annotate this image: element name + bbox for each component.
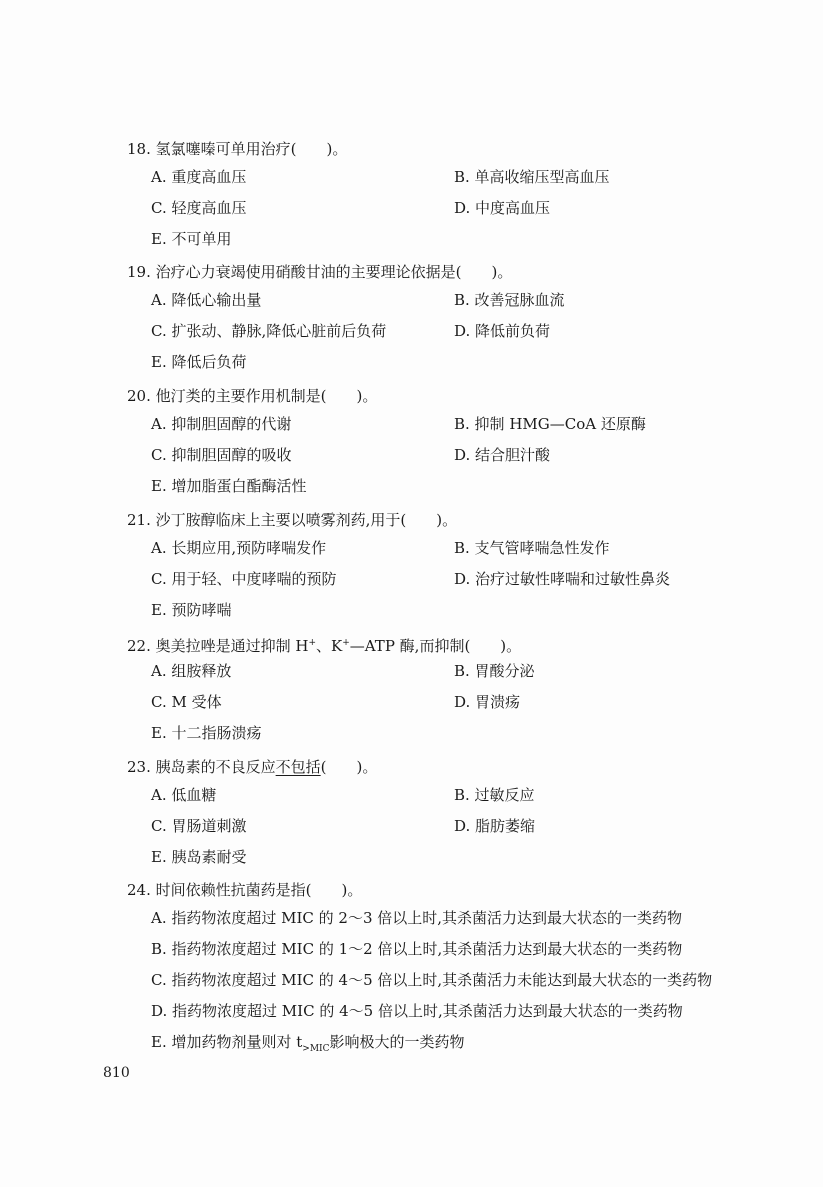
- option-a: A. 指药物浓度超过 MIC 的 2～3 倍以上时,其杀菌活力达到最大状态的一类药物: [151, 909, 683, 927]
- question-stem: 24. 时间依赖性抗菌药是指( )。: [127, 881, 363, 899]
- option-d: D. 胃溃疡: [454, 693, 521, 711]
- option-d: D. 降低前负荷: [454, 322, 551, 340]
- page-number: 810: [103, 1065, 130, 1081]
- option-row: [127, 190, 787, 221]
- question-24: [127, 880, 787, 1055]
- question-18: [127, 139, 787, 252]
- stem-text-post: —ATP 酶,而抑制( )。: [349, 637, 522, 655]
- question-stem: [127, 633, 787, 653]
- option-row: [127, 406, 787, 437]
- option-row: [127, 313, 787, 344]
- option-row: [127, 931, 787, 962]
- option-b: B. 过敏反应: [454, 786, 535, 804]
- option-row: [127, 561, 787, 592]
- superscript-plus: +: [342, 638, 350, 648]
- stem-text-post: ( )。: [320, 758, 378, 776]
- question-19: [127, 262, 787, 375]
- option-a: A. 低血糖: [151, 786, 217, 804]
- option-d: D. 指药物浓度超过 MIC 的 4～5 倍以上时,其杀菌活力达到最大状态的一类药物: [151, 1002, 683, 1020]
- option-c: C. 轻度高血压: [151, 199, 247, 217]
- question-stem: [127, 757, 787, 777]
- option-row: [127, 993, 787, 1024]
- option-row: [127, 221, 787, 252]
- option-e: E. 十二指肠溃疡: [151, 724, 262, 742]
- question-22: [127, 633, 787, 746]
- option-row: [127, 962, 787, 993]
- option-b: B. 胃酸分泌: [454, 662, 535, 680]
- option-row: [127, 530, 787, 561]
- option-d: D. 结合胆汁酸: [454, 446, 551, 464]
- option-a: A. 长期应用,预防哮喘发作: [151, 539, 327, 557]
- option-row: [127, 468, 787, 499]
- option-d: D. 脂肪萎缩: [454, 817, 536, 835]
- option-e-text-pre: E. 增加药物剂量则对 t: [151, 1033, 303, 1051]
- option-row: [127, 839, 787, 870]
- option-a: A. 重度高血压: [151, 168, 247, 186]
- option-row: [127, 715, 787, 746]
- option-c: C. 指药物浓度超过 MIC 的 4～5 倍以上时,其杀菌活力未能达到最大状态的一类药物: [151, 971, 713, 989]
- option-row: [127, 808, 787, 839]
- option-e: E. 增加脂蛋白酯酶活性: [151, 477, 307, 495]
- option-d: D. 中度高血压: [454, 199, 551, 217]
- option-e: E. 胰岛素耐受: [151, 848, 247, 866]
- option-row: [127, 592, 787, 623]
- subscript-mic: >MIC: [302, 1044, 330, 1054]
- stem-text-pre: 23. 胰岛素的不良反应: [127, 758, 276, 776]
- stem-text-pre: 22. 奥美拉唑是通过抑制 H: [127, 637, 309, 655]
- question-23: [127, 757, 787, 870]
- option-c: C. 胃肠道刺激: [151, 817, 247, 835]
- question-stem: 20. 他汀类的主要作用机制是( )。: [127, 387, 378, 405]
- option-e: E. 预防哮喘: [151, 601, 232, 619]
- option-a: A. 降低心输出量: [151, 291, 262, 309]
- option-e: E. 不可单用: [151, 230, 232, 248]
- option-row: [127, 344, 787, 375]
- stem-underlined-text: 不包括: [275, 758, 321, 776]
- option-a: A. 抑制胆固醇的代谢: [151, 415, 292, 433]
- option-row: [127, 900, 787, 931]
- option-c: C. 抑制胆固醇的吸收: [151, 446, 292, 464]
- stem-text-mid: 、K: [316, 637, 343, 655]
- option-e: [151, 1032, 465, 1059]
- option-b: B. 单高收缩压型高血压: [454, 168, 610, 186]
- option-e-text-post: 影响极大的一类药物: [329, 1033, 465, 1051]
- option-b: B. 指药物浓度超过 MIC 的 1～2 倍以上时,其杀菌活力达到最大状态的一类药物: [151, 940, 683, 958]
- option-row: [127, 437, 787, 468]
- option-row: [127, 653, 787, 684]
- superscript-plus: +: [308, 638, 317, 648]
- option-a: A. 组胺释放: [151, 662, 232, 680]
- option-row: [127, 1024, 787, 1055]
- option-row: [127, 777, 787, 808]
- option-row: [127, 282, 787, 313]
- option-b: B. 改善冠脉血流: [454, 291, 565, 309]
- question-stem: 18. 氢氯噻嗪可单用治疗( )。: [127, 140, 348, 158]
- option-row: [127, 684, 787, 715]
- option-b: B. 抑制 HMG—CoA 还原酶: [454, 415, 646, 433]
- option-c: C. 用于轻、中度哮喘的预防: [151, 570, 337, 588]
- question-20: [127, 386, 787, 499]
- question-stem: 19. 治疗心力衰竭使用硝酸甘油的主要理论依据是( )。: [127, 263, 513, 281]
- question-21: [127, 510, 787, 623]
- option-row: [127, 159, 787, 190]
- question-stem: 21. 沙丁胺醇临床上主要以喷雾剂药,用于( )。: [127, 511, 458, 529]
- option-d: D. 治疗过敏性哮喘和过敏性鼻炎: [454, 570, 671, 588]
- option-b: B. 支气管哮喘急性发作: [454, 539, 610, 557]
- option-e: E. 降低后负荷: [151, 353, 247, 371]
- option-c: C. 扩张动、静脉,降低心脏前后负荷: [151, 322, 387, 340]
- option-c: C. M 受体: [151, 693, 222, 711]
